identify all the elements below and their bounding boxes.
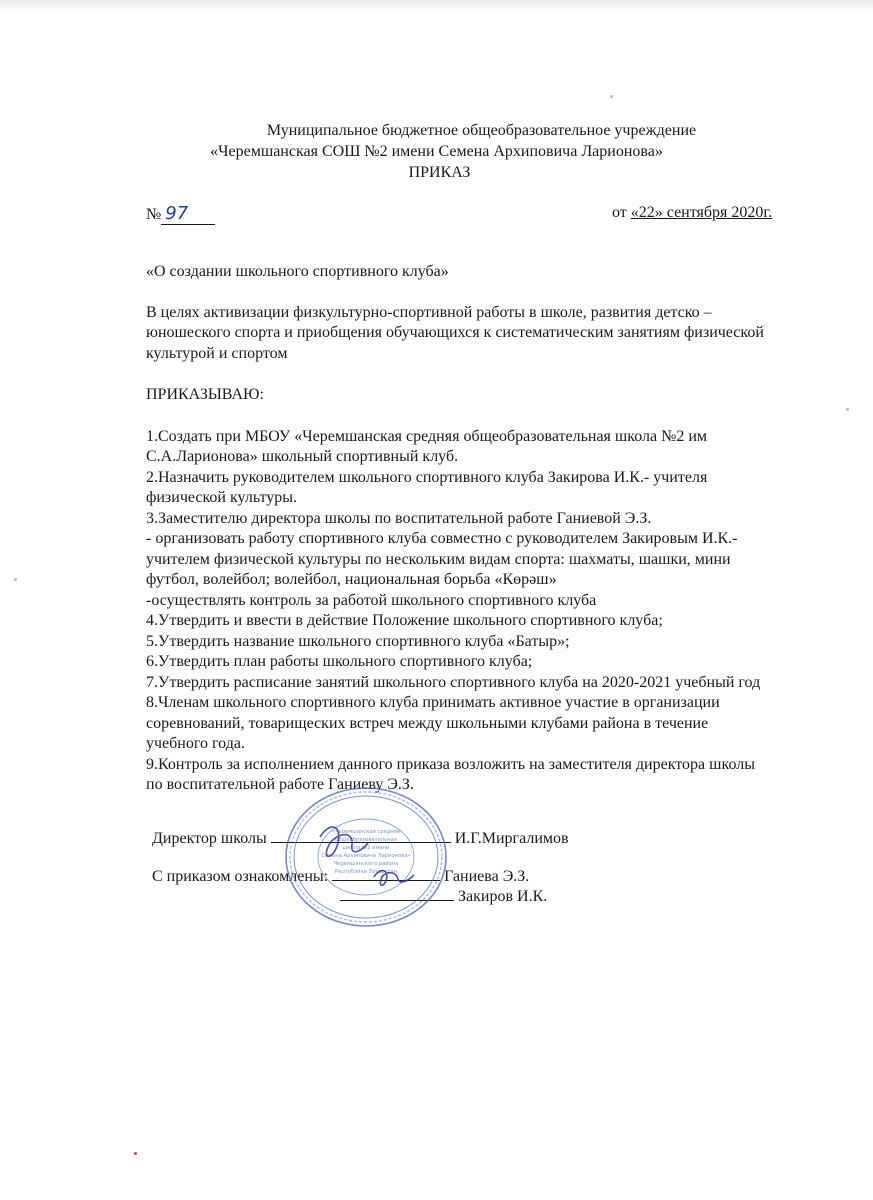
seal-text-line: школа №2 имени [342, 845, 390, 851]
order-item-line: 9.Контроль за исполнением данного приказа возложить на заместителя директора школы [146, 755, 755, 773]
order-item-line: 6.Утвердить план работы школьного спортивного клуба; [146, 653, 533, 670]
preamble-line: юношеского спорта и приобщения обучающихся к систематическим занятиям физической [146, 324, 764, 341]
document-body [146, 262, 826, 796]
order-item-line: по воспитательной работе Ганиеву Э.З. [146, 776, 414, 793]
header-order-title: ПРИКАЗ [408, 164, 471, 181]
seal-text-line: Семена Архиповича Ларионова» [321, 853, 411, 859]
seal-text-line: общеобразовательная [335, 837, 397, 843]
director-name: И.Г.Миргалимов [454, 830, 569, 847]
order-item-line: физической культуры. [146, 489, 298, 506]
seal-text-line: Республики Татарстан [335, 869, 397, 875]
order-date-value: «22» сентября 2020г. [630, 204, 773, 221]
scan-speck [610, 95, 613, 98]
order-number-value: 97 [161, 203, 215, 225]
order-directive: ПРИКАЗЫВАЮ: [146, 386, 264, 403]
scan-speck [134, 1152, 137, 1155]
order-item-line: 7.Утвердить расписание занятий школьного спортивного клуба на 2020-2021 учебный год [146, 673, 761, 691]
order-item-line: футбол, волейбол; волейбол, национальная борьба «Көрәш» [146, 571, 557, 588]
header-school-name: «Черемшанская СОШ №2 имени Семена Архиповича Ларионова» [210, 143, 663, 160]
order-item-line: соревнований, товарищеских встреч между школьными клубами района в течение [146, 714, 709, 732]
ack-name-2: Закиров И.К. [458, 888, 548, 905]
order-item-line: учителем физической культуры по нескольким видам спорта: шахматы, шашки, мини [146, 550, 731, 568]
order-item-line: 5.Утвердить название школьного спортивного клуба «Батыр»; [146, 632, 570, 650]
order-date-prefix: от [612, 204, 627, 221]
order-number-label: № [146, 206, 162, 223]
order-item-line: -осуществлять контроль за работой школьного спортивного клуба [146, 591, 597, 609]
document-header [0, 120, 873, 183]
seal-text-line: «Черемшанская средняя [331, 829, 401, 835]
order-number [146, 203, 215, 225]
order-item-line: 8.Членам школьного спортивного клуба принимать активное участие в организации [146, 694, 720, 711]
scan-speck [14, 578, 17, 581]
seal-text-line: Черемшанского района [333, 861, 399, 867]
order-item-line: С.А.Ларионова» школьный спортивный клуб. [146, 448, 459, 465]
order-item-line: учебного года. [146, 735, 245, 752]
preamble-line: В целях активизации физкультурно-спортивной работы в школе, развития детско – [146, 303, 712, 321]
order-item-line: - организовать работу спортивного клуба совместно с руководителем Закировым И.К.- [146, 530, 738, 547]
order-item-line: 2.Назначить руководителем школьного спортивного клуба Закирова И.К.- учителя [146, 468, 708, 486]
order-item-line: 1.Создать при МБОУ «Черемшанская средняя общеобразовательная школа №2 им [146, 427, 708, 445]
preamble-line: культурой и спортом [146, 344, 288, 362]
order-item-line: 3.Заместителю директора школы по воспитательной работе Ганиевой Э.З. [146, 509, 652, 527]
scan-speck [846, 408, 849, 411]
director-label: Директор школы [152, 830, 267, 847]
ack-label: С приказом ознакомлены: [152, 868, 329, 885]
official-seal [282, 785, 450, 930]
header-institution: Муниципальное бюджетное общеобразовательное учреждение [266, 122, 697, 139]
scan-top-edge [0, 0, 873, 12]
order-date [612, 204, 772, 222]
ack-name-1: Ганиева Э.З. [444, 868, 530, 885]
order-item-line: 4.Утвердить и ввести в действие Положение школьного спортивного клуба; [146, 612, 663, 629]
order-subject: «О создании школьного спортивного клуба» [146, 263, 449, 280]
